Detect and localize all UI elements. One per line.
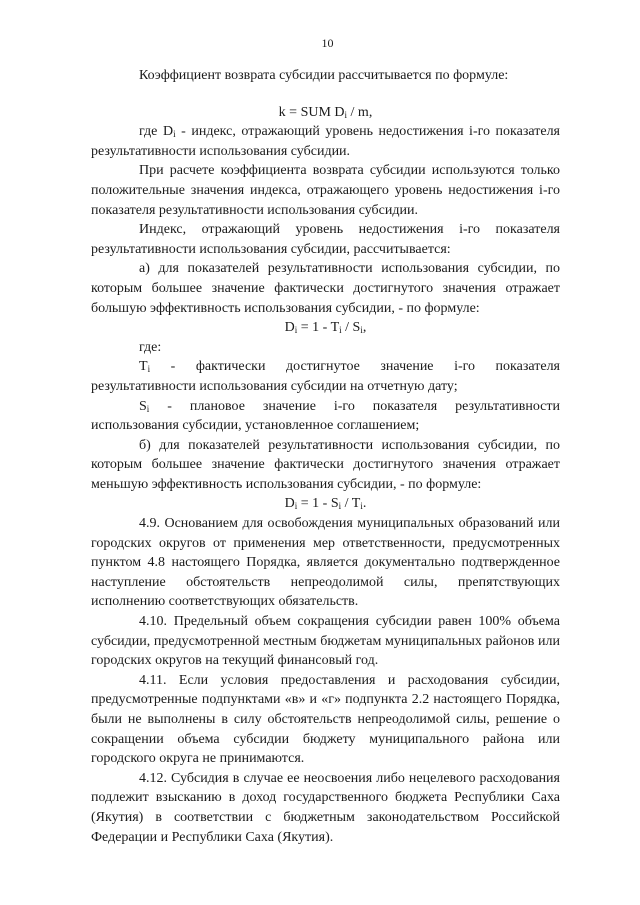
- paragraph-4-10: 4.10. Предельный объем сокращения субсидии равен 100% объема субсидии, предусмотренной местным бюджетам муниципальных районов или городских округов на текущий финансовый год.: [91, 614, 560, 669]
- formula-b-d: D: [284, 496, 295, 512]
- paragraph-4-12: 4.12. Субсидия в случае ее неосвоения либо нецелевого расходования подлежит взысканию в доход государственного бюджета Республики Саха (Якутия) в соответствии с бюджетным законодательством Российской Федерации и Республики Саха (Якутия).: [91, 770, 560, 845]
- formula-di-b: [91, 494, 560, 514]
- paragraph-si-definition: [91, 397, 560, 436]
- paragraph-index-calculation: Индекс, отражающий уровень недостижения i-го показателя результативности использования субсидии, рассчитывается:: [91, 222, 560, 257]
- formula-b-sub2: i: [338, 501, 342, 512]
- paragraph-formula-intro: Коэффициент возврата субсидии рассчитывается по формуле:: [139, 68, 509, 83]
- formula-b-sub3: i: [360, 501, 363, 512]
- formula-a-t: = 1 - T: [297, 320, 340, 336]
- formula-a-s: / S: [341, 320, 361, 336]
- formula-a-end: ,: [362, 320, 367, 336]
- paragraph-4-9: 4.9. Основанием для освобождения муниципальных образований или городских округов от применения мер ответственности, предусмотренных пунктом 4.8 настоящего Порядка, является документально подтвержденное наступление обстоятельств непреодолимой силы, препятствующих исполнению соответствующих обязательств.: [91, 516, 560, 610]
- page-number: 10: [321, 36, 334, 50]
- formula-b-t: / T: [341, 496, 361, 512]
- formula-a-sub3: i: [360, 325, 363, 336]
- formula-di-a: [91, 318, 560, 338]
- formula-a-d: D: [284, 320, 295, 336]
- formula-a-sub2: i: [339, 325, 342, 336]
- paragraph-case-b: б) для показателей результативности использования субсидии, по которым большее значение фактически достигнутого значения отражает меньшую эффективность использования субсидии, - по формуле:: [91, 437, 560, 492]
- paragraph-di-definition: [91, 122, 560, 161]
- ti-symbol: T: [139, 359, 148, 375]
- formula-k-tail: / m,: [347, 104, 373, 120]
- formula-k-subscript: i: [344, 109, 348, 120]
- ti-subscript: i: [147, 364, 151, 375]
- paragraph-4-11: 4.11. Если условия предоставления и расходования субсидии, предусмотренные подпунктами «в» и «г» подпункта 2.2 настоящего Порядка, были не выполнены в силу обстоятельств непреодолимой силы, решение о сокращении объема субсидии бюджету муниципального района или городского округа не принимаются.: [91, 672, 560, 767]
- formula-a-sub1: i: [294, 325, 298, 336]
- paragraph-case-a: а) для показателей результативности использования субсидии, по которым большее значение фактически достигнутого значения отражает большую эффективность использования субсидии, - по формуле:: [91, 261, 560, 316]
- si-symbol: S: [139, 398, 147, 414]
- ti-text: - фактически достигнутое значение i-го показателя результативности использования субсидии на отчетную дату;: [91, 359, 560, 394]
- di-def-subscript: i: [173, 129, 176, 140]
- paragraph-positive-values: При расчете коэффициента возврата субсидии используются только положительные значения индекса, отражающего уровень недостижения i-го показателя результативности использования субсидии.: [91, 163, 560, 218]
- si-text: - плановое значение i-го показателя результативности использования субсидии, установленное соглашением;: [91, 398, 560, 434]
- formula-b-s: = 1 - S: [297, 496, 339, 512]
- formula-b-end: .: [362, 496, 367, 512]
- paragraph-where: где:: [139, 339, 162, 355]
- formula-k-text: k = SUM D: [278, 104, 345, 120]
- si-subscript: i: [146, 403, 150, 414]
- formula-k: [91, 103, 560, 123]
- di-def-start: где D: [139, 124, 174, 140]
- di-def-rest: - индекс, отражающий уровень недостижения i-го показателя результативности использования субсидии.: [91, 124, 560, 159]
- formula-b-sub1: i: [294, 501, 298, 512]
- paragraph-ti-definition: [91, 357, 560, 396]
